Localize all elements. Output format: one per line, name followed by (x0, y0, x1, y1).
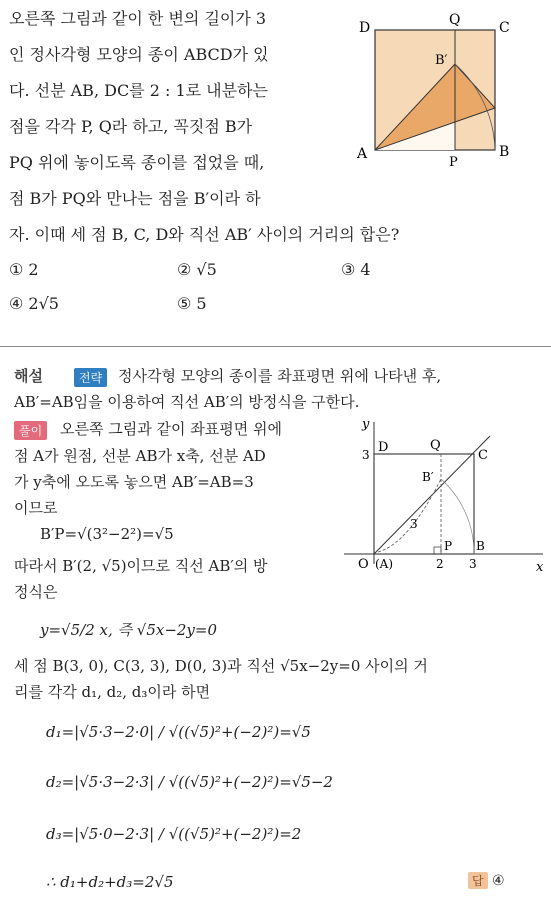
solution-heading: 해설 (14, 367, 43, 385)
strategy-line-1: 정사각형 모양의 종이를 좌표평면 위에 나타낸 후, (118, 367, 442, 385)
problem-line-3: 다. 선분 AB, DC를 2 : 1로 내분하는 (9, 81, 269, 100)
problem-line-1: 오른쪽 그림과 같이 한 변의 길이가 3 (9, 9, 267, 28)
strategy-line-2: AB′=AB임을 이용하여 직선 AB′의 방정식을 구한다. (14, 393, 360, 411)
problem-line-7: 자. 이때 세 점 B, C, D와 직선 AB′ 사이의 거리의 합은? (9, 225, 400, 244)
sol-line-8: y=√5/2 x, 즉 √5x−2y=0 (40, 621, 218, 639)
label-y: y (362, 417, 370, 432)
label-a2: (A) (375, 557, 394, 571)
choice-3[interactable]: ③ 4 (341, 260, 371, 279)
tick-x-3: 3 (469, 557, 477, 571)
sol-line-7: 정식은 (14, 583, 58, 601)
problem-line-5: PQ 위에 놓이도록 종이를 접었을 때, (9, 153, 265, 172)
label-b-prime: B′ (435, 53, 448, 68)
choice-1[interactable]: ① 2 (9, 260, 39, 279)
sol-line-12: d₂=|√5·3−2·3| / √((√5)²+(−2)²)=√5−2 (46, 773, 333, 791)
label-c: C (499, 20, 510, 36)
label-p: P (449, 155, 458, 170)
label-o: O (358, 557, 369, 572)
label-b: B (499, 144, 510, 160)
sol-line-13: d₃=|√5·0−2·3| / √((√5)²+(−2)²)=2 (46, 825, 302, 843)
label-x: x (536, 560, 544, 575)
sol-line-6: 따라서 B′(2, √5)이므로 직선 AB′의 방 (14, 557, 268, 575)
sol-line-3: 가 y축에 오도록 놓으면 AB′=AB=3 (14, 473, 254, 491)
label-d2: D (378, 440, 389, 455)
section-divider (0, 346, 551, 347)
label-q2: Q (430, 438, 441, 453)
sol-line-10: 리를 각각 d₁, d₂, d₃이라 하면 (14, 683, 211, 701)
sol-line-4: 이므로 (14, 499, 58, 517)
explain-tag: 풀이 (14, 421, 47, 440)
problem-line-6: 점 B가 PQ와 만나는 점을 B′이라 하 (9, 189, 261, 208)
answer-tag: 답 (468, 872, 488, 889)
label-c2: C (478, 448, 488, 463)
label-p2: P (444, 539, 453, 553)
label-b-prime2: B′ (422, 470, 434, 484)
label-b2: B (476, 539, 485, 553)
tick-y-3: 3 (362, 448, 370, 462)
label-a: A (357, 146, 368, 162)
folded-square-figure (345, 8, 545, 180)
strategy-tag: 전략 (74, 368, 107, 387)
sol-line-1: 오른쪽 그림과 같이 좌표평면 위에 (60, 420, 282, 438)
sol-line-11: d₁=|√5·3−2·0| / √((√5)²+(−2)²)=√5 (46, 723, 311, 741)
sol-line-5: B′P=√(3²−2²)=√5 (40, 525, 174, 543)
label-q: Q (449, 12, 461, 28)
answer-value: ④ (492, 873, 505, 889)
problem-line-4: 점을 각각 P, Q라 하고, 꼭짓점 B가 (9, 117, 253, 136)
choice-4[interactable]: ④ 2√5 (9, 294, 59, 313)
problem-line-2: 인 정사각형 모양의 종이 ABCD가 있 (9, 45, 269, 64)
coordinate-figure (338, 416, 548, 576)
choice-5[interactable]: ⑤ 5 (177, 294, 207, 313)
choice-2[interactable]: ② √5 (177, 260, 217, 279)
sol-line-14: ∴ d₁+d₂+d₃=2√5 (46, 873, 174, 891)
label-seg-3: 3 (410, 517, 418, 531)
tick-x-2: 2 (436, 557, 444, 571)
sol-line-9: 세 점 B(3, 0), C(3, 3), D(0, 3)과 직선 √5x−2y=0 사이의 거 (14, 657, 428, 675)
sol-line-2: 점 A가 원점, 선분 AB가 x축, 선분 AD (14, 447, 266, 465)
label-d: D (359, 20, 371, 36)
